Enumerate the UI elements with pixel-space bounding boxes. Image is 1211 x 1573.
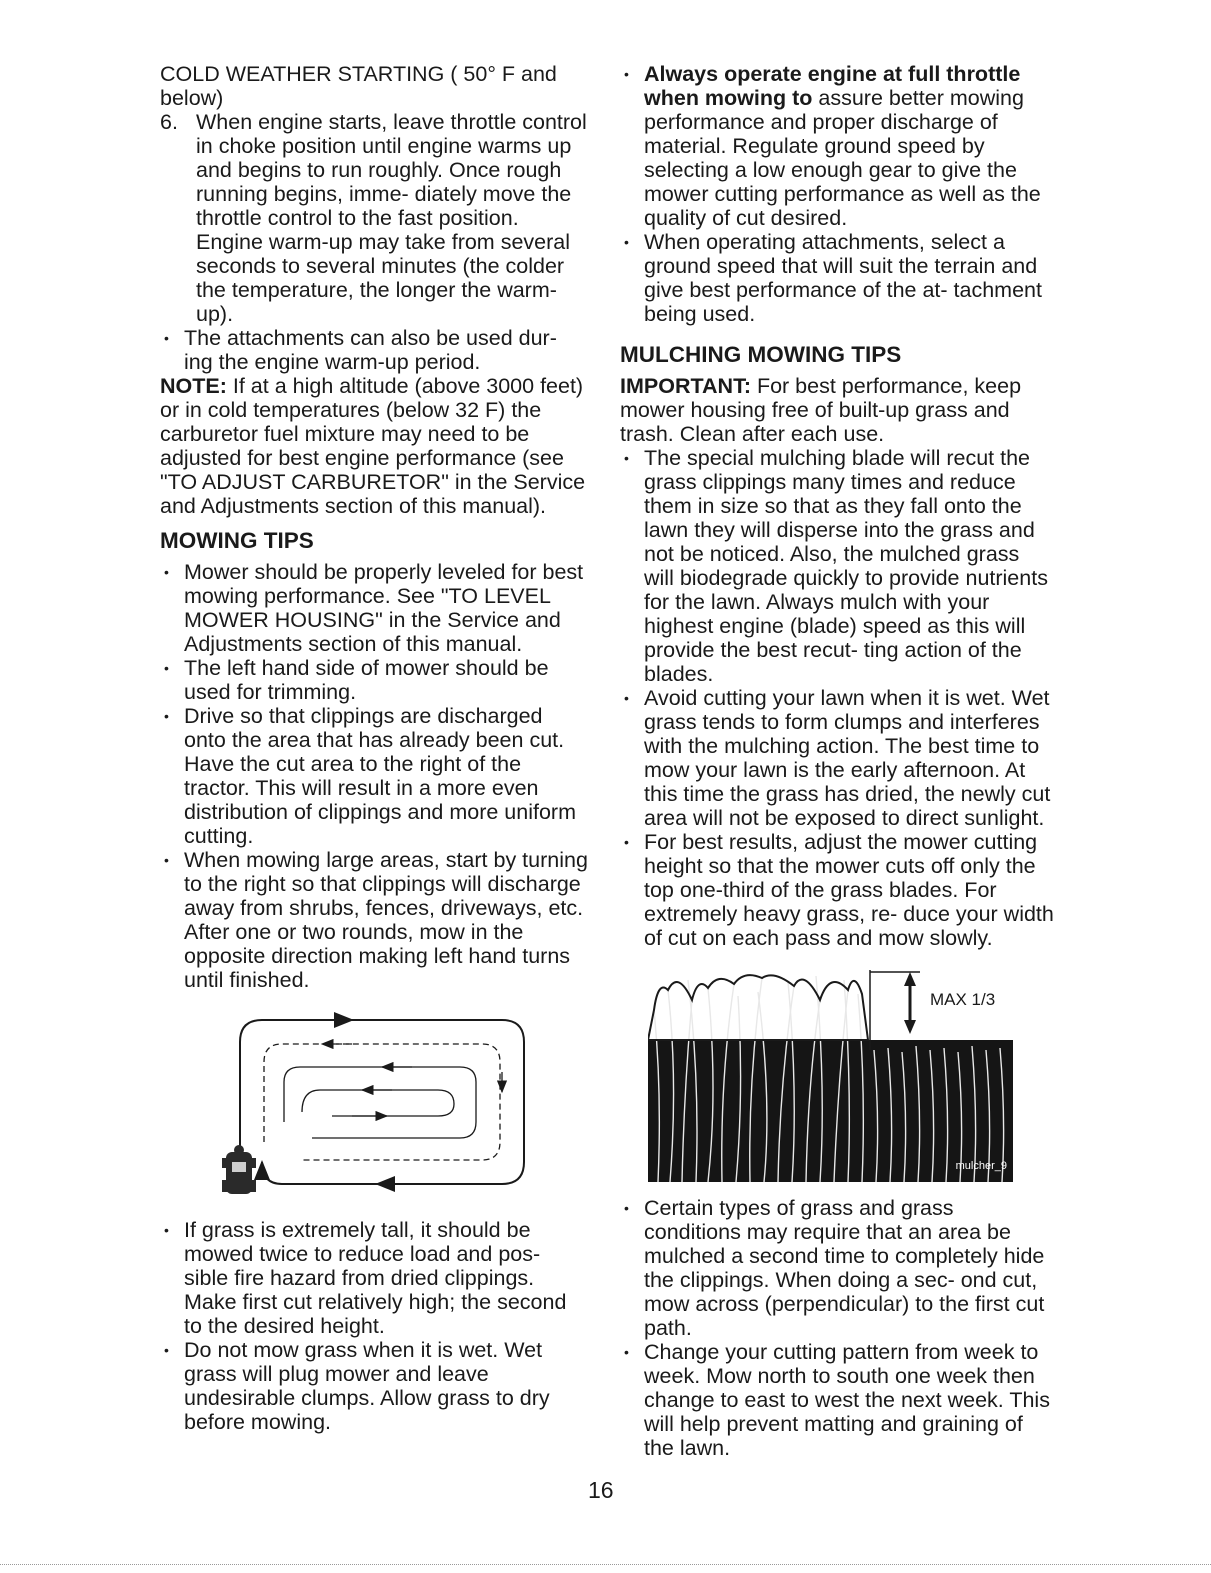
mowing-pattern-diagram [202, 1012, 562, 1202]
figure-tag: mulcher_9 [955, 1160, 1007, 1172]
right-column [620, 62, 1055, 1460]
important-label: IMPORTANT: [620, 374, 751, 398]
wet-lawn-bullet: • Avoid cutting your lawn when it is wet. Wet grass tends to form clumps and interferes with the mulching action. The best time to mow your lawn is the early afternoon. At this time the grass has dried, the newly cut area will not be exposed to direct sunlight. [620, 686, 1055, 830]
full-throttle-text: assure better mowing performance and proper discharge of material. Regulate ground speed by selecting a low enough gear to give the mower cutting performance as well as the quality of cut desired. [644, 86, 1041, 230]
tractor-icon [222, 1145, 256, 1194]
mowing-tips-heading: MOWING TIPS [160, 528, 314, 553]
cutting-pattern-bullet: • Change your cutting pattern from week to week. Mow north to south one week then change to east to west the next week. This will help prevent matting and graining of the lawn. [620, 1340, 1055, 1460]
note-text: If at a high altitude (above 3000 feet) or in cold temperatures (below 32 F) the carburetor fuel mixture may need to be adjusted for best engine performance (see "TO ADJUST CARBURETOR" in the Service and Adjustments section of this manual). [160, 374, 586, 518]
attachments-speed-bullet: • When operating attachments, select a ground speed that will suit the terrain and give best performance of the at- tachment being used. [620, 230, 1055, 326]
full-throttle-bold: Always operate engine at full throttle when mowing to [644, 62, 1021, 110]
mulching-tips-heading: MULCHING MOWING TIPS [620, 342, 902, 367]
max-one-third-label: MAX 1/3 [930, 990, 996, 1009]
cold-weather-title: COLD WEATHER STARTING ( 50° F and below) [160, 62, 557, 110]
mowing-bullet-trimming: • The left hand side of mower should be used for trimming. [160, 656, 590, 704]
step-6 [160, 110, 590, 326]
mulching-blade-bullet: • The special mulching blade will recut the grass clippings many times and reduce them in size so that as they fall onto the lawn they will disperse into the grass and not be noticed. Also, the mulched grass will biodegrade quickly to provide nutrients for the lawn. Always mulch with your highest engine (blade) speed as this will provide the best recut- ting action of the blades. [620, 446, 1055, 686]
step-6-number: 6. [160, 110, 178, 134]
mowing-bullet-discharge: • Drive so that clippings are discharged onto the area that has already been cut. Have the cut area to the right of the tractor. This will result in a more even distribution of clippings and more uniform cutting. [160, 704, 590, 848]
second-mulch-bullet: • Certain types of grass and grass conditions may require that an area be mulched a second time to completely hide the clippings. When doing a sec- ond cut, mow across (perpendicular) to the first cut path. [620, 1196, 1055, 1340]
left-column [160, 62, 590, 1434]
page-edge-divider [0, 1564, 1211, 1565]
cutting-height-bullet: • For best results, adjust the mower cutting height so that the mower cuts off only the top one-third of the grass blades. For extremely heavy grass, re- duce your width of cut on each pass and mow slowly. [620, 830, 1055, 950]
wet-grass-bullet: • Do not mow grass when it is wet. Wet grass will plug mower and leave undesirable clumps. Allow grass to dry before mowing. [160, 1338, 590, 1434]
full-throttle-bullet [620, 62, 1055, 230]
important-text: For best performance, keep mower housing free of built-up grass and trash. Clean after each use. [620, 374, 1022, 446]
mowing-bullet-level: • Mower should be properly leveled for best mowing performance. See "TO LEVEL MOWER HOUSING" in the Service and Adjustments section of this manual. [160, 560, 590, 656]
grass-height-figure [648, 970, 1013, 1182]
attachments-warmup-bullet: • The attachments can also be used dur- ing the engine warm-up period. [160, 326, 590, 374]
mowing-pattern-svg [202, 1012, 562, 1202]
note-label: NOTE: [160, 374, 227, 398]
important-paragraph [620, 374, 1055, 446]
note-paragraph [160, 374, 590, 518]
page-number: 16 [588, 1477, 614, 1503]
tall-grass-bullet: • If grass is extremely tall, it should be mowed twice to reduce load and pos- sible fire hazard from dried clippings. Make first cut relatively high; the second to the desired height. [160, 1218, 590, 1338]
mowing-bullet-large-areas: • When mowing large areas, start by turning to the right so that clippings will discharge away from shrubs, fences, driveways, etc. After one or two rounds, mow in the opposite direction making left hand turns until finished. [160, 848, 590, 992]
step-6-text: When engine starts, leave throttle control in choke position until engine warms up and begins to run roughly. Once rough running begins, imme- diately move the throttle control to the fast position. Engine warm-up may take from several seconds to several minutes (the colder the temperature, the longer the warm-up). [196, 110, 587, 326]
